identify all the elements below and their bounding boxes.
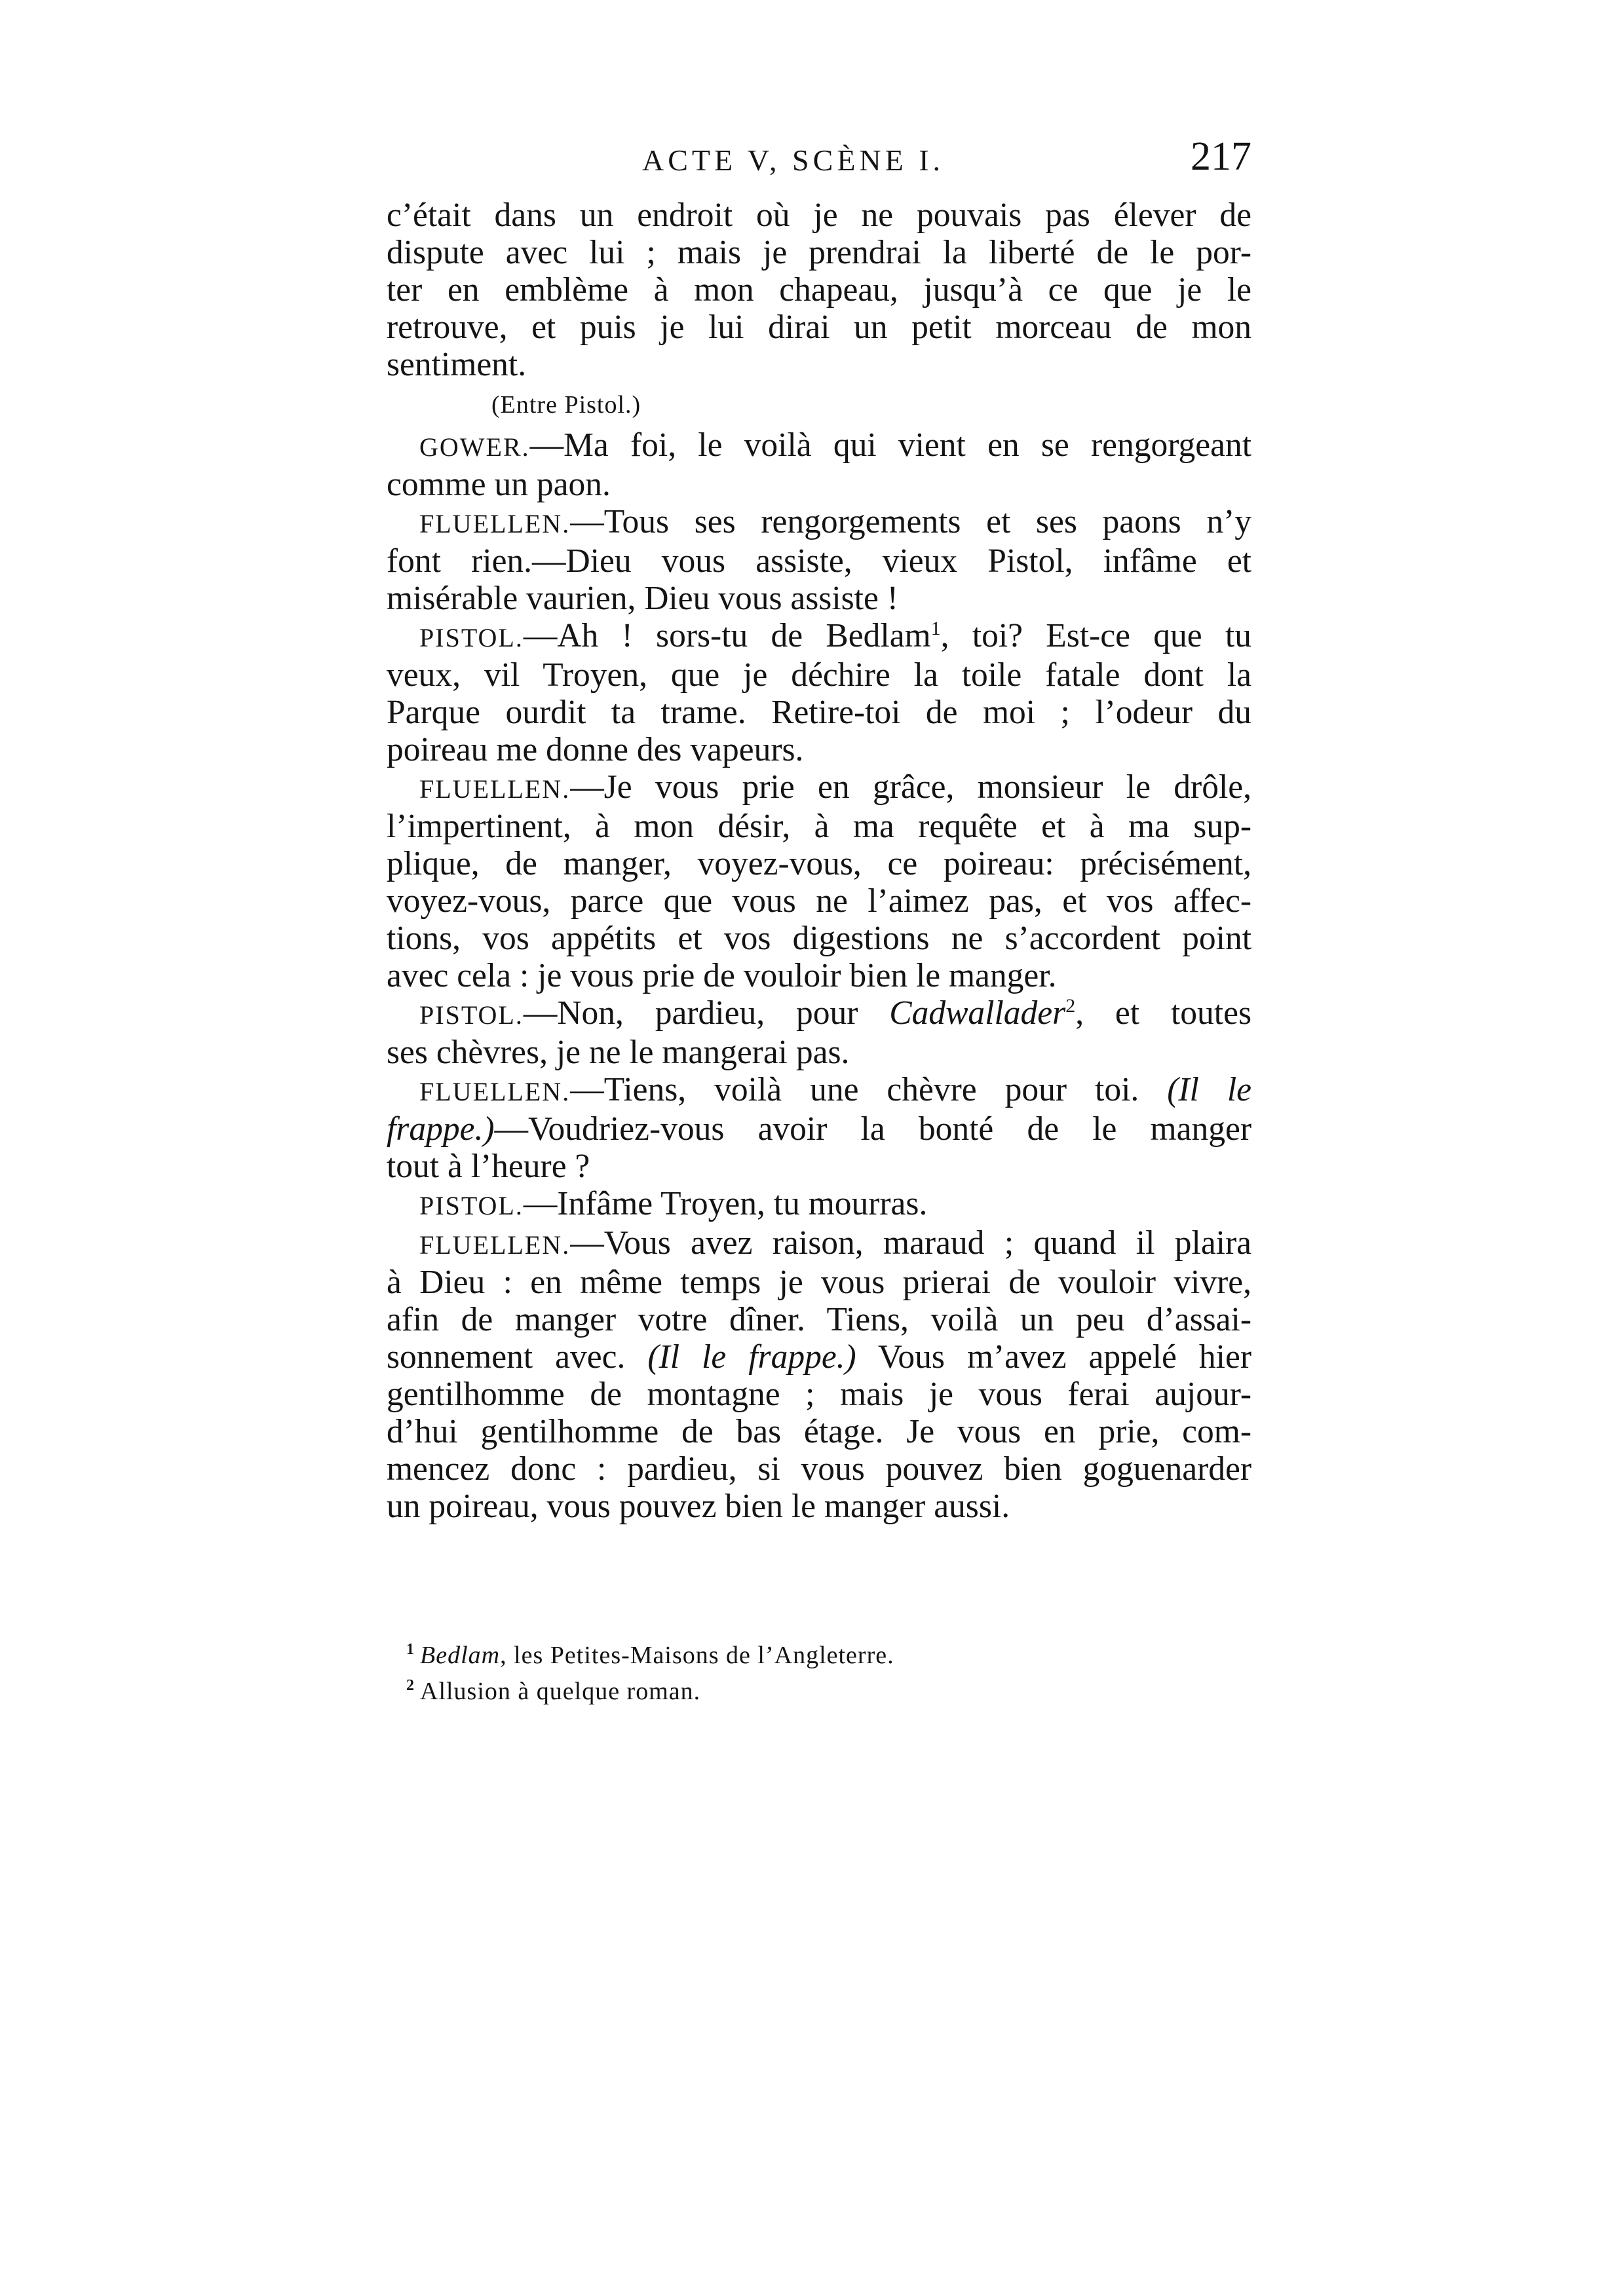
main-text [387,197,1251,1525]
text-line: voyez-vous, parce que vous ne l’aimez pas, et vos affec- [387,882,1251,920]
stage-direction: frappe.) [387,1110,495,1148]
text-line: d’hui gentilhomme de bas étage. Je vous en prie, com- [387,1413,1251,1450]
footnote-mark: 1 [406,1641,415,1659]
footnote-reference: 2 [1065,994,1076,1017]
text-line [387,994,1251,1034]
speaker-name: FLUELLEN. [419,1077,571,1106]
speech-fluellen [387,1224,1251,1525]
footnote-text: Allusion à quelque roman. [420,1678,701,1705]
text-line: poireau me donne des vapeurs. [387,731,804,768]
page-number: 217 [1191,134,1251,179]
footnotes [406,1638,1258,1710]
text-line: veux, vil Troyen, que je déchire la toile fatale dont la [387,656,1251,694]
text-line [387,1338,1251,1376]
speech-pistol [387,617,1251,768]
speech-text: —Voudriez-vous avoir la bonté de le manger [494,1110,1251,1148]
footnote-term: Bedlam [420,1642,501,1669]
stage-direction: (Il le frappe.) [647,1338,856,1376]
text-line: un poireau, vous pouvez bien le manger aussi. [387,1488,1010,1525]
text-line [387,1185,1251,1224]
text-line: à Dieu : en même temps je vous prierai de vouloir vivre, [387,1264,1251,1301]
footnote [406,1674,1258,1710]
speech-text: sonnement avec. [387,1338,648,1376]
stage-direction-entry: (Entre Pistol.) [491,391,641,419]
text-line: tout à l’heure ? [387,1148,590,1185]
speech-text: , et toutes [1075,994,1251,1032]
text-line: gentilhomme de montagne ; mais je vous ferai aujour- [387,1376,1251,1413]
speech-text: , toi? Est-ce que tu [940,617,1251,654]
italic-name: Cadwallader [889,994,1066,1032]
text-line: plique, de manger, voyez-vous, ce poireau: précisément, [387,845,1251,882]
speaker-name: FLUELLEN. [419,1230,571,1260]
speaker-name: FLUELLEN. [419,509,571,538]
text-line: c’était dans un endroit où je ne pouvais pas élever de [387,197,1251,234]
speech-pistol [387,1185,1251,1224]
speaker-name: PISTOL. [419,1000,524,1030]
speech-text: —Ma foi, le voilà qui vient en se rengorgeant [529,426,1251,464]
speaker-name: FLUELLEN. [419,774,571,804]
text-line: mencez donc : pardieu, si vous pouvez bien goguenarder [387,1450,1251,1488]
text-line: misérable vaurien, Dieu vous assiste ! [387,580,898,617]
text-line: ter en emblème à mon chapeau, jusqu’à ce que je le [387,271,1251,309]
stage-direction: (Il le [1167,1071,1251,1108]
running-head [387,131,1251,183]
footnote-mark: 2 [406,1677,415,1695]
speech-text: Vous m’avez appelé hier [856,1338,1251,1376]
paragraph-continuation [387,197,1251,383]
text-line [387,503,1251,542]
speech-pistol [387,994,1251,1071]
speech-text: —Tiens, voilà une chèvre pour toi. [570,1071,1168,1108]
text-line: l’impertinent, à mon désir, à ma requête et à ma sup- [387,808,1251,845]
text-line: ses chèvres, je ne le mangerai pas. [387,1034,850,1071]
text-line: dispute avec lui ; mais je prendrai la liberté de le por- [387,234,1251,271]
text-line [387,768,1251,808]
text-line: tions, vos appétits et vos digestions ne s’accordent point [387,920,1251,957]
speaker-name: GOWER. [419,432,530,462]
speech-fluellen [387,768,1251,994]
text-line: retrouve, et puis je lui dirai un petit morceau de mon [387,309,1251,346]
text-line: font rien.—Dieu vous assiste, vieux Pistol, infâme et [387,542,1251,580]
speech-text: —Infâme Troyen, tu mourras. [523,1185,928,1222]
speech-fluellen [387,503,1251,617]
text-line: comme un paon. [387,466,611,503]
speech-text: —Je vous prie en grâce, monsieur le drôle, [570,768,1251,806]
text-line [387,1071,1251,1110]
speech-text: —Vous avez raison, maraud ; quand il plaira [570,1224,1251,1262]
speaker-name: PISTOL. [419,623,524,652]
speech-text: —Non, pardieu, pour [523,994,890,1032]
speech-text: —Ah ! sors-tu de Bedlam [523,617,931,654]
text-line [387,617,1251,656]
text-line: Parque ourdit ta trame. Retire-toi de moi ; l’odeur du [387,694,1251,731]
text-line: afin de manger votre dîner. Tiens, voilà un peu d’assai- [387,1301,1251,1338]
running-title: ACTE V, SCÈNE I. [642,143,945,177]
text-line [387,1110,1251,1148]
text-line: sentiment. [387,346,527,383]
speaker-name: PISTOL. [419,1191,524,1220]
text-line [387,426,1251,466]
footnote-text: , les Petites-Maisons de l’Angleterre. [500,1642,894,1669]
footnote-reference: 1 [930,617,941,639]
footnote [406,1638,1258,1674]
speech-fluellen [387,1071,1251,1185]
speech-gower [387,426,1251,503]
text-line [387,1224,1251,1264]
speech-text: —Tous ses rengorgements et ses paons n’y [570,503,1251,540]
text-line: avec cela : je vous prie de vouloir bien le manger. [387,957,1057,994]
